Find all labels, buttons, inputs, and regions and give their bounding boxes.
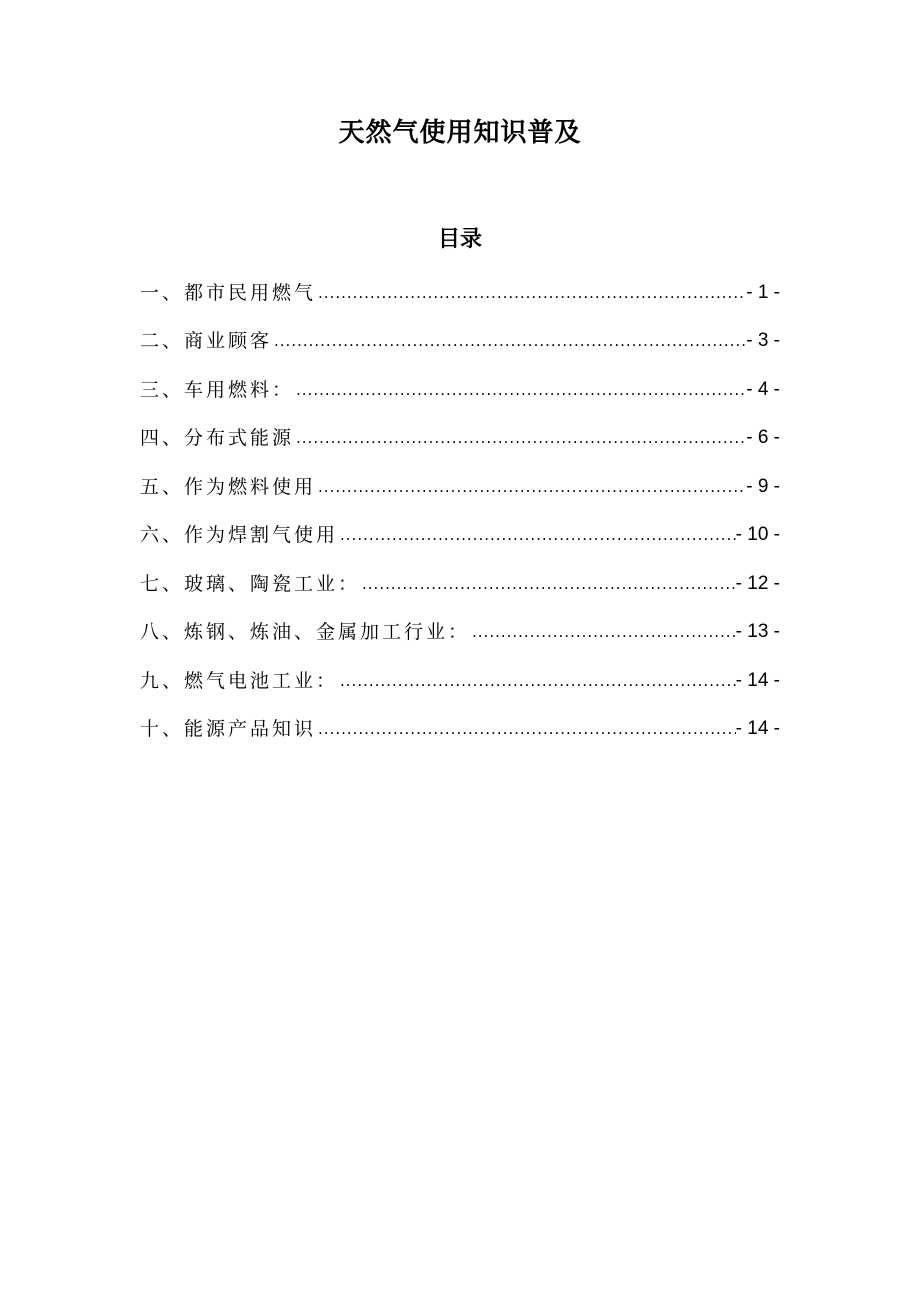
toc-entry-page: - 13 - — [735, 621, 780, 642]
toc-entry-page: - 9 - — [746, 475, 780, 497]
toc-leader-dots — [316, 271, 746, 315]
toc-entry-page: - 14 - — [735, 718, 780, 739]
toc-leader-dots — [338, 659, 736, 703]
toc-leader-dots — [294, 368, 746, 412]
toc-entry-page: - 3 - — [746, 330, 780, 351]
document-title: 天然气使用知识普及 — [338, 118, 582, 148]
toc-leader-dots — [272, 319, 746, 363]
toc-entry-10[interactable] — [140, 703, 780, 752]
toc-entry-1[interactable] — [140, 266, 780, 315]
toc-entry-page: - 14 - — [735, 669, 780, 691]
toc-entry-6[interactable] — [140, 509, 780, 558]
toc-entry-page: - 10 - — [735, 524, 780, 545]
toc-leader-dots — [470, 610, 736, 654]
toc-entry-2[interactable] — [140, 315, 780, 364]
table-of-contents — [140, 266, 780, 751]
toc-entry-page: - 4 - — [746, 378, 780, 400]
toc-entry-label: 五、作为燃料使用 — [140, 475, 317, 498]
toc-entry-label: 八、炼钢、炼油、金属加工行业： — [140, 621, 471, 643]
toc-leader-dots — [338, 513, 736, 557]
toc-entry-3[interactable] — [140, 363, 780, 412]
toc-entry-label: 九、燃气电池工业： — [140, 669, 339, 692]
toc-entry-label: 二、商业顾客 — [140, 330, 273, 352]
toc-entry-4[interactable] — [140, 412, 780, 461]
toc-leader-dots — [294, 416, 746, 460]
toc-entry-8[interactable] — [140, 606, 780, 655]
toc-heading: 目录 — [437, 227, 482, 252]
toc-entry-label: 十、能源产品知识 — [140, 718, 317, 740]
toc-entry-label: 四、分布式能源 — [140, 427, 295, 449]
toc-entry-label: 三、车用燃料： — [140, 378, 295, 401]
toc-entry-label: 六、作为焊割气使用 — [140, 524, 339, 546]
toc-entry-label: 一、都市民用燃气 — [140, 281, 317, 304]
toc-leader-dots — [316, 707, 736, 751]
toc-entry-label: 七、玻璃、陶瓷工业： — [140, 572, 361, 595]
toc-entry-5[interactable] — [140, 460, 780, 509]
toc-entry-7[interactable] — [140, 557, 780, 606]
toc-entry-9[interactable] — [140, 654, 780, 703]
toc-leader-dots — [316, 465, 746, 509]
toc-entry-page: - 1 - — [746, 281, 780, 303]
toc-entry-page: - 12 - — [735, 572, 780, 594]
toc-entry-page: - 6 - — [746, 427, 780, 448]
toc-leader-dots — [360, 562, 736, 606]
